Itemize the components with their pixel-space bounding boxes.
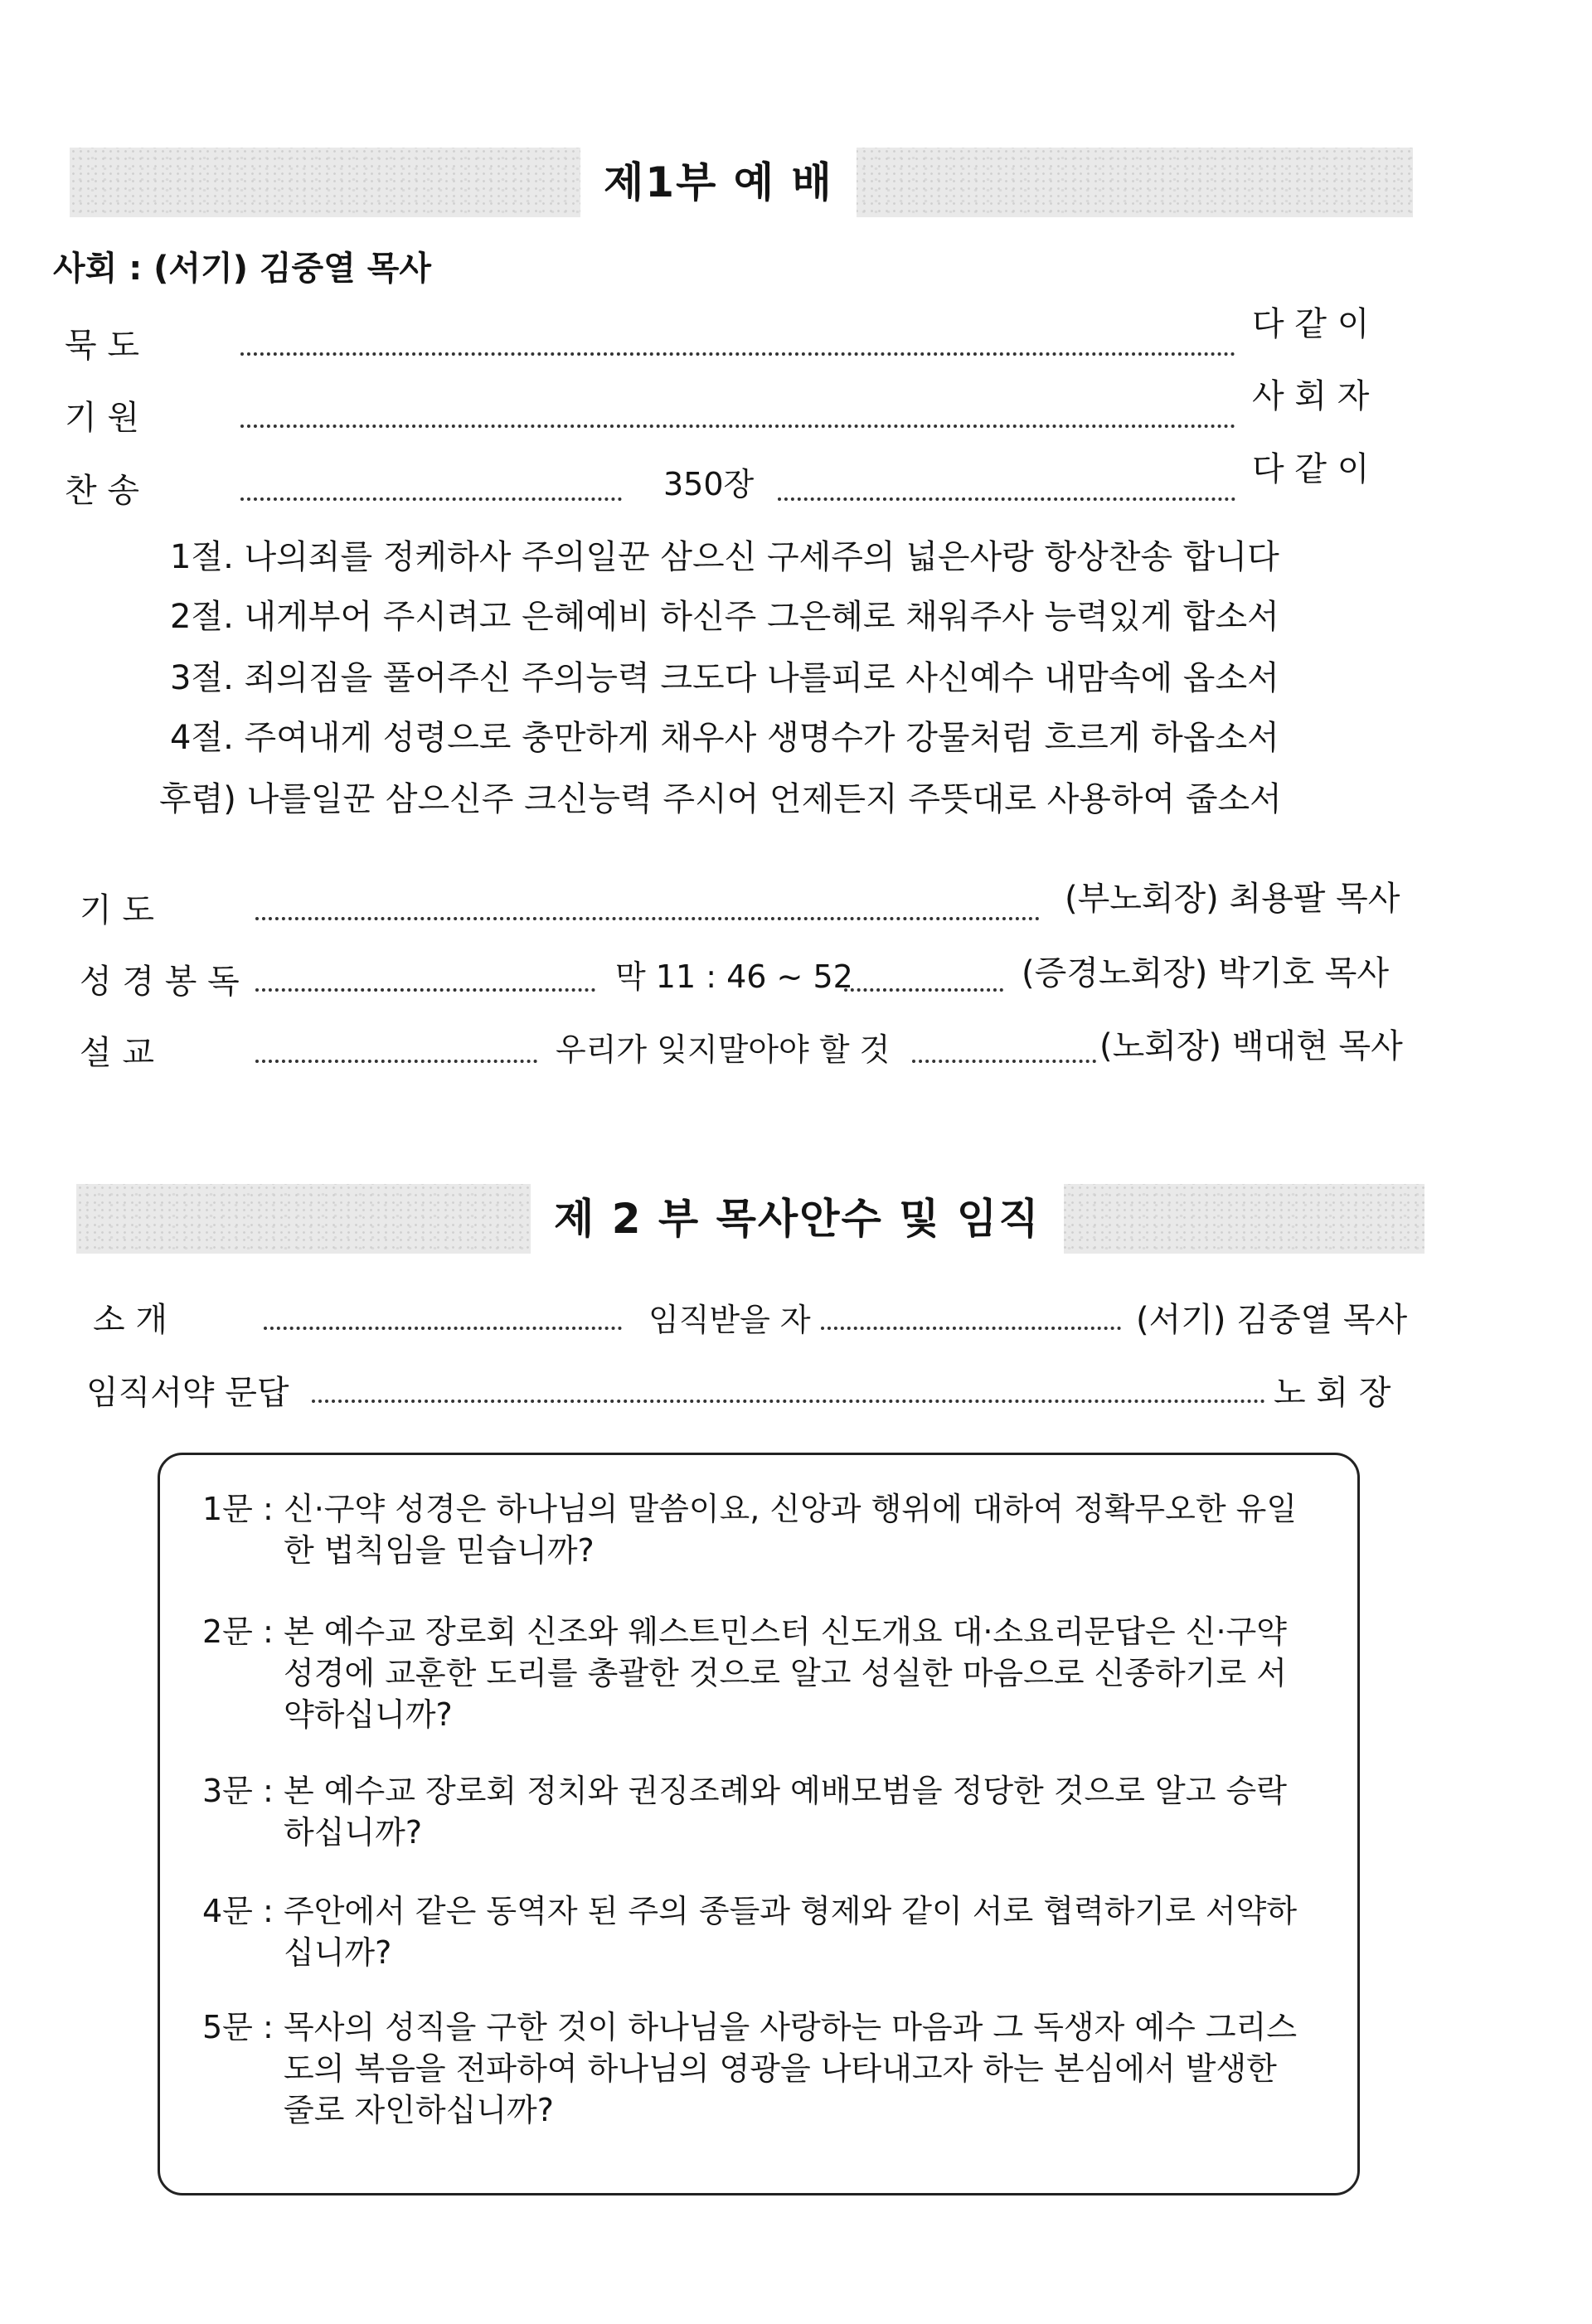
- dot-leader: [240, 464, 622, 517]
- row-performer: (부노회장) 최용팔 목사: [1065, 880, 1400, 918]
- row-performer: 사 회 자: [1252, 377, 1370, 415]
- row-introduction: [0, 1293, 1592, 1346]
- part1-title: 제1부 예 배: [580, 148, 857, 217]
- dot-leader: [778, 464, 1235, 517]
- dot-leader: [255, 955, 595, 1008]
- dot-leader: [255, 1026, 537, 1080]
- row-performer: (서기) 김중열 목사: [1136, 1301, 1408, 1339]
- question-text: 목사의 성직을 구한 것이 하나님을 사랑하는 마음과 그 독생자 예수 그리스도의 복음을 전파하여 하나님의 영광을 나타내고자 하는 본심에서 발생한 줄로 자인하십니까?: [284, 2009, 1298, 2128]
- row-sermon: [0, 1026, 1592, 1080]
- row-silent-prayer: [0, 305, 1592, 372]
- question-text: 본 예수교 장로회 정치와 권징조례와 예배모범을 정당한 것으로 알고 승락하십니까?: [284, 1773, 1287, 1851]
- dot-leader: [264, 1293, 622, 1346]
- part1-officiant: 사회 : (서기) 김중열 목사: [53, 250, 432, 288]
- question-text: 신·구약 성경은 하나님의 말씀이요, 신앙과 행위에 대하여 정확무오한 유일한 법칙임을 믿습니까?: [284, 1491, 1298, 1569]
- hymn-verse: 3절. 죄의짐을 풀어주신 주의능력 크도다 나를피로 사신예수 내맘속에 옵소서: [170, 659, 1279, 697]
- introduction-subject: 임직받을 자: [648, 1302, 811, 1338]
- row-label: 기 원: [65, 399, 139, 437]
- question-number: 5문 :: [202, 2009, 274, 2045]
- part2-title: 제 2 부 목사안수 및 임직: [531, 1184, 1064, 1254]
- hymn-verse: 4절. 주여내게 성령으로 충만하게 채우사 생명수가 강물처럼 흐르게 하옵소서: [170, 719, 1279, 757]
- question-number: 4문 :: [202, 1893, 274, 1929]
- row-label: 설 교: [80, 1034, 154, 1072]
- row-performer: (증경노회장) 박기호 목사: [1022, 954, 1390, 992]
- dot-leader: [912, 1026, 1096, 1080]
- row-prayer: [0, 880, 1592, 937]
- dot-leader: [255, 884, 1040, 937]
- dot-leader: [312, 1366, 1265, 1419]
- row-ordination-vows: [0, 1366, 1592, 1419]
- question-number: 3문 :: [202, 1773, 274, 1809]
- hymn-refrain: 후렴) 나를일꾼 삼으신주 크신능력 주시어 언제든지 주뜻대로 사용하여 줍소서: [159, 780, 1282, 818]
- row-label: 찬 송: [65, 472, 139, 510]
- row-label: 임직서약 문답: [86, 1374, 289, 1412]
- row-label: 성 경 봉 독: [80, 963, 240, 1001]
- row-performer: 다 같 이: [1252, 450, 1370, 488]
- sermon-title: 우리가 잊지말아야 할 것: [556, 1031, 891, 1068]
- dot-leader: [240, 319, 1235, 372]
- question-number: 2문 :: [202, 1613, 274, 1650]
- dot-leader: [844, 955, 1003, 1008]
- question-number: 1문 :: [202, 1491, 274, 1527]
- row-invocation: [0, 377, 1592, 444]
- hymn-verse: 2절. 내게부어 주시려고 은혜예비 하신주 그은혜로 채워주사 능력있게 합소서: [170, 598, 1279, 636]
- hymn-number: 350장: [663, 466, 755, 502]
- row-hymn: [0, 450, 1592, 517]
- hymn-verse: 1절. 나의죄를 정케하사 주의일꾼 삼으신 구세주의 넓은사랑 항상찬송 합니다: [170, 538, 1279, 576]
- row-label: 묵 도: [65, 327, 139, 365]
- row-label: 기 도: [80, 891, 154, 929]
- row-label: 소 개: [93, 1301, 167, 1339]
- question-text: 주안에서 같은 동역자 된 주의 종들과 형제와 같이 서로 협력하기로 서약하십니까?: [284, 1893, 1298, 1971]
- dot-leader: [821, 1293, 1121, 1346]
- row-scripture-reading: [0, 955, 1592, 1008]
- row-performer: 다 같 이: [1252, 305, 1370, 343]
- dot-leader: [240, 391, 1235, 444]
- scripture-reference: 막 11 : 46 ~ 52: [615, 958, 853, 995]
- row-performer: 노 회 장: [1274, 1374, 1391, 1412]
- row-performer: (노회장) 백대현 목사: [1099, 1027, 1403, 1065]
- question-text: 본 예수교 장로회 신조와 웨스트민스터 신도개요 대·소요리문답은 신·구약 성경에 교훈한 도리를 총괄한 것으로 알고 성실한 마음으로 신종하기로 서약하십니까?: [284, 1613, 1287, 1733]
